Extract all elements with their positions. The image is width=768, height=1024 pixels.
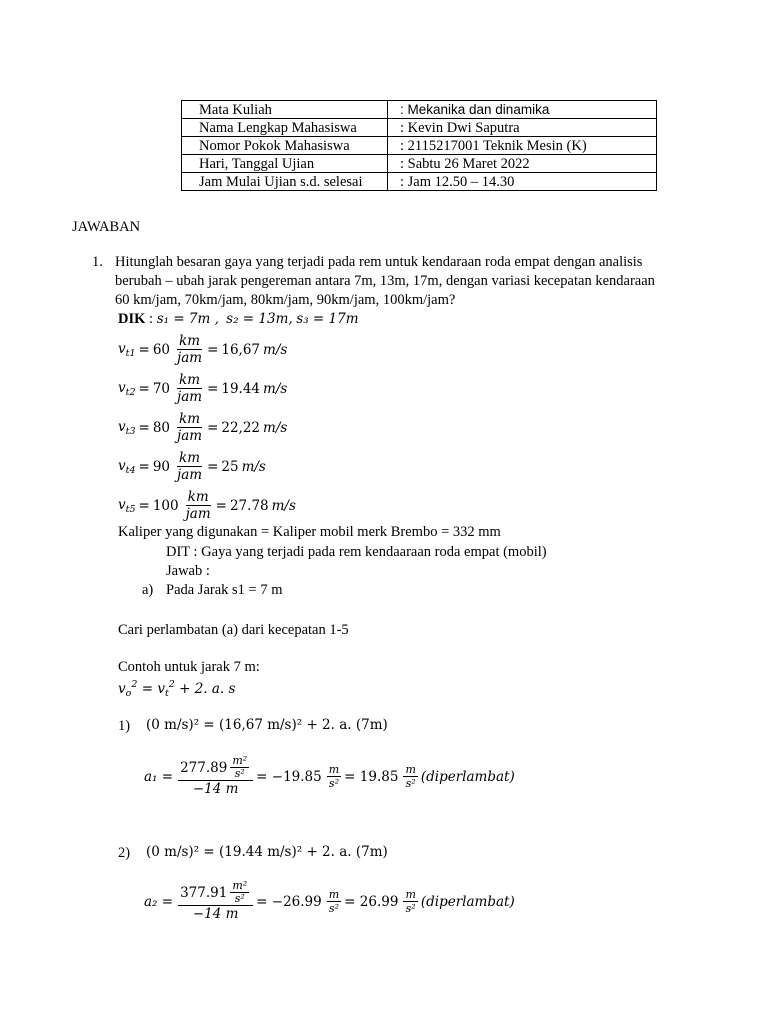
kaliper-text: Kaliper yang digunakan = Kaliper mobil merk Brembo = 332 mm — [118, 524, 501, 540]
table-row — [182, 101, 657, 119]
dik-s2: s₂ = 13m, — [226, 311, 293, 327]
dik-s1: s₁ = 7m , — [156, 311, 219, 327]
info-table — [181, 100, 657, 191]
section-heading: JAWABAN — [72, 219, 141, 235]
table-row — [182, 137, 657, 155]
table-cell-value: : Jam 12.50 – 14.30 — [388, 173, 657, 191]
velocity-row: $v_{t1}$ = 60 $\frac{km}{\text{jam}}$ = 16,67 m/s — [118, 333, 288, 366]
formula: $v_o^2 = v_t^2 + 2$. a. s — [118, 679, 236, 699]
table-cell-label: Jam Mulai Ujian s.d. selesai — [182, 173, 388, 191]
table-cell-label: Nama Lengkap Mahasiswa — [182, 119, 388, 137]
table-row — [182, 155, 657, 173]
table-cell-label: Nomor Pokok Mahasiswa — [182, 137, 388, 155]
table-cell-value: : 2115217001 Teknik Mesin (K) — [388, 137, 657, 155]
table-row — [182, 173, 657, 191]
dik-label: DIK — [118, 311, 146, 327]
velocity-row: $v_{t4}$ = 90 $\frac{km}{\text{jam}}$ = 25 m/s — [118, 450, 266, 483]
velocity-row: $v_{t3}$ = 80 $\frac{km}{\text{jam}}$ = 22,22 m/s — [118, 411, 288, 444]
question-line: Hitunglah besaran gaya yang terjadi pada rem untuk kendaraan roda empat dengan analisis — [115, 254, 643, 270]
contoh-text: Contoh untuk jarak 7 m: — [118, 659, 260, 675]
table-cell-label: Hari, Tanggal Ujian — [182, 155, 388, 173]
cari-text: Cari perlambatan (a) dari kecepatan 1-5 — [118, 622, 349, 638]
dit-text: DIT : Gaya yang terjadi pada rem kendaaraan roda empat (mobil) — [166, 544, 547, 560]
table-cell-value: : Mekanika dan dinamika — [388, 101, 657, 119]
step2-result: a₂ = 377.91 $\frac{\text{m²}}{\text{s²}}$ −14 m = −26.99 $\frac{m}{\text{s²}}$ = 26.99 $\frac{m}{\text{s²}}$ (diperlambat) — [144, 879, 515, 922]
jawab-text: Jawab : — [166, 563, 210, 579]
step2-equation: (0 m/s)² = (19.44 m/s)² + 2. a. (7m) — [146, 844, 388, 860]
velocity-row: $v_{t5}$ = 100 $\frac{km}{\text{jam}}$ = 27.78 m/s — [118, 489, 296, 522]
step1-result: a₁ = 277.89 $\frac{\text{m²}}{\text{s²}}$ −14 m = −19.85 $\frac{m}{\text{s²}}$ = 19.85 $\frac{m}{\text{s²}}$ (diperlambat) — [144, 754, 515, 797]
dik-s3: s₃ = 17m — [296, 311, 359, 327]
dik-colon: : — [145, 311, 157, 327]
dik-line — [118, 311, 359, 328]
step2-marker: 2) — [118, 845, 131, 861]
step1-marker: 1) — [118, 718, 131, 734]
step1-fraction: 277.89 $\frac{\text{m²}}{\text{s²}}$ −14 m — [178, 755, 253, 798]
table-cell-label: Mata Kuliah — [182, 101, 388, 119]
item-a-text: Pada Jarak s1 = 7 m — [166, 582, 283, 598]
table-cell-value: : Sabtu 26 Maret 2022 — [388, 155, 657, 173]
step2-fraction: 377.91 $\frac{\text{m²}}{\text{s²}}$ −14 m — [178, 880, 253, 923]
table-row — [182, 119, 657, 137]
step1-equation: (0 m/s)² = (16,67 m/s)² + 2. a. (7m) — [146, 717, 388, 733]
question-line: 60 km/jam, 70km/jam, 80km/jam, 90km/jam, 100km/jam? — [115, 292, 456, 308]
question-number: 1. — [92, 254, 103, 270]
item-a-marker: a) — [142, 582, 154, 598]
table-cell-value: : Kevin Dwi Saputra — [388, 119, 657, 137]
question-line: berubah – ubah jarak pengereman antara 7m, 13m, 17m, dengan variasi kecepatan kendaraan — [115, 273, 655, 289]
velocity-row: $v_{t2}$ = 70 $\frac{km}{\text{jam}}$ = 19.44 m/s — [118, 372, 288, 405]
